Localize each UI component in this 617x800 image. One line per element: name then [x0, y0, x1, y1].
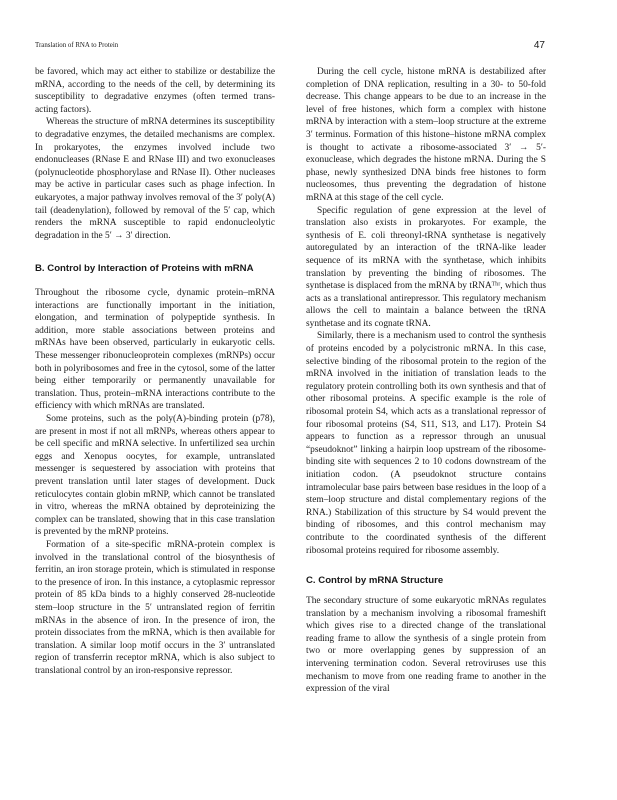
- right-column: [306, 66, 546, 696]
- paragraph: During the cell cycle, histone mRNA is destabilized after completion of DNA replication, resulting in a 30- to 50-fold decrease. This change appears to be due to an increase in the level of free histones, which form a complex with histone mRNA by interaction with a stem–loop structure at the extreme 3′ terminus. Formation of this histone–histone mRNA complex is thought to activate a ribosome-associated 3′ → 5′-exonuclease, which degrades the histone mRNA. During the S phase, newly synthesized DNA binds free histones to form nucleosomes, thus preventing the degradation of histone mRNA at this stage of the cell cycle.: [306, 67, 546, 203]
- left-column: [35, 66, 275, 678]
- section-heading-c: C. Control by mRNA Structure: [306, 575, 444, 587]
- running-title: Translation of RNA to Protein: [35, 42, 119, 49]
- paragraph: Whereas the structure of mRNA determines its susceptibility to degradative enzymes, the detailed mechanisms are complex. In prokaryotes, the enzymes involved include two endonucleases (RNase E and RNase III) and two exonucleases (polynucleotide phosphorylase and RNase II). Other nucleases may be active in particular cases such as phage infection. In eukaryotes, a major pathway involves removal of the 3′ poly(A) tail (deadenylation), followed by removal of the 5′ cap, which renders the mRNA susceptible to rapid endonucleolytic degradation in the 5′ → 3′ direction.: [35, 117, 276, 241]
- section-heading-b: B. Control by Interaction of Proteins with mRNA: [35, 263, 254, 275]
- paragraph: Throughout the ribosome cycle, dynamic protein–mRNA interactions are functionally important in the initiation, elongation, and termination of polypeptide synthesis. In addition, more stable associations between proteins and mRNAs have been observed, particularly in eukaryotic cells. These messenger ribonucleoprotein complexes (mRNPs) occur both in polyribosomes and free in the cytosol, some of the latter being either temporarily or permanently unavailable for translation. Thus, protein–mRNA interactions contribute to the efficiency with which mRNAs are translated.: [35, 288, 275, 412]
- paragraph: Formation of a site-specific mRNA-protein complex is involved in the translational control of the biosynthesis of ferritin, an iron storage protein, which is stimulated in response to the presence of iron. In this instance, a cytoplasmic repressor protein of 85 kDa binds to a highly conserved 28-nucleotide stem–loop structure in the 5′ untranslated region of ferritin mRNAs in the absence of iron. In the presence of iron, the protein dissociates from the mRNA, which is then available for translation. A similar loop motif occurs in the 3′ untranslated region of transferrin receptor mRNA, which is also subject to translational control by an iron-responsive repressor.: [35, 539, 275, 676]
- page-number: 47: [533, 40, 545, 51]
- paragraph: Some proteins, such as the poly(A)-binding protein (p78), are present in most if not all mRNPs, whereas others appear to be cell specific and mRNA selective. In unfertilized sea urchin eggs and Xenopus oocytes, for example, untranslated messenger is sequestered by association with proteins that prevent translation until later stages of development. Duck reticulocytes contain globin mRNP, which cannot be translated in vitro, whereas the mRNA obtained by deproteinizing the complex can be translated, showing that in this case translation is prevented by the mRNP proteins.: [35, 414, 275, 538]
- paragraph: The secondary structure of some eukaryotic mRNAs regulates translation by a mechanism involving a ribosomal frameshift which gives rise to a directed change of the translational reading frame to allow the synthesis of a single protein from two or more overlapping genes by suppression of an intervening termination codon. Several retroviruses use this mechanism to move from one reading frame to another in the expression of the viral: [306, 595, 546, 695]
- paragraph: Specific regulation of gene expression at the level of translation also exists in prokaryotes. For example, the synthesis of E. coli threonyl-tRNA synthetase is negatively autoregulated by an interaction of the tRNA-like leader sequence of its mRNA with the synthetase, which inhibits translation by preventing the binding of ribosomes. The synthetase is displaced from the mRNA by tRNAᵀʰʳ, which thus acts as a translational antirepressor. This regulatory mechanism allows the cell to maintain a balance between the tRNA synthetase and its cognate tRNA.: [306, 205, 546, 329]
- paragraph: be favored, which may act either to stabilize or destabilize the mRNA, according to the needs of the cell, by determining its susceptibility to degradative enzymes (often termed trans-acting factors).: [35, 67, 275, 115]
- page-header: [35, 40, 545, 54]
- paragraph: Similarly, there is a mechanism used to control the synthesis of proteins encoded by a polycistronic mRNA. In this case, selective binding of the ribosomal protein to the region of the mRNA involved in the initiation of translation leads to the regulatory protein controlling both its own synthesis and that of other ribosomal proteins. A specific example is the role of ribosomal protein S4, which acts as a translational repressor of four ribosomal proteins (S4, S11, S13, and L17). Protein S4 appears to function as a repressor through an unusual “pseudoknot” linking a hairpin loop upstream of the ribosome-binding site with sequences 2 to 10 codons downstream of the initiation codon. (A pseudoknot structure contains intramolecular base pairs between base residues in the loop of a stem–loop structure and distal complementary regions of the RNA.) Stabilization of this structure by S4 would prevent the binding of ribosomes, and this control mechanism may contribute to the coordinated synthesis of the different ribosomal proteins required for ribosome assembly.: [306, 331, 546, 556]
